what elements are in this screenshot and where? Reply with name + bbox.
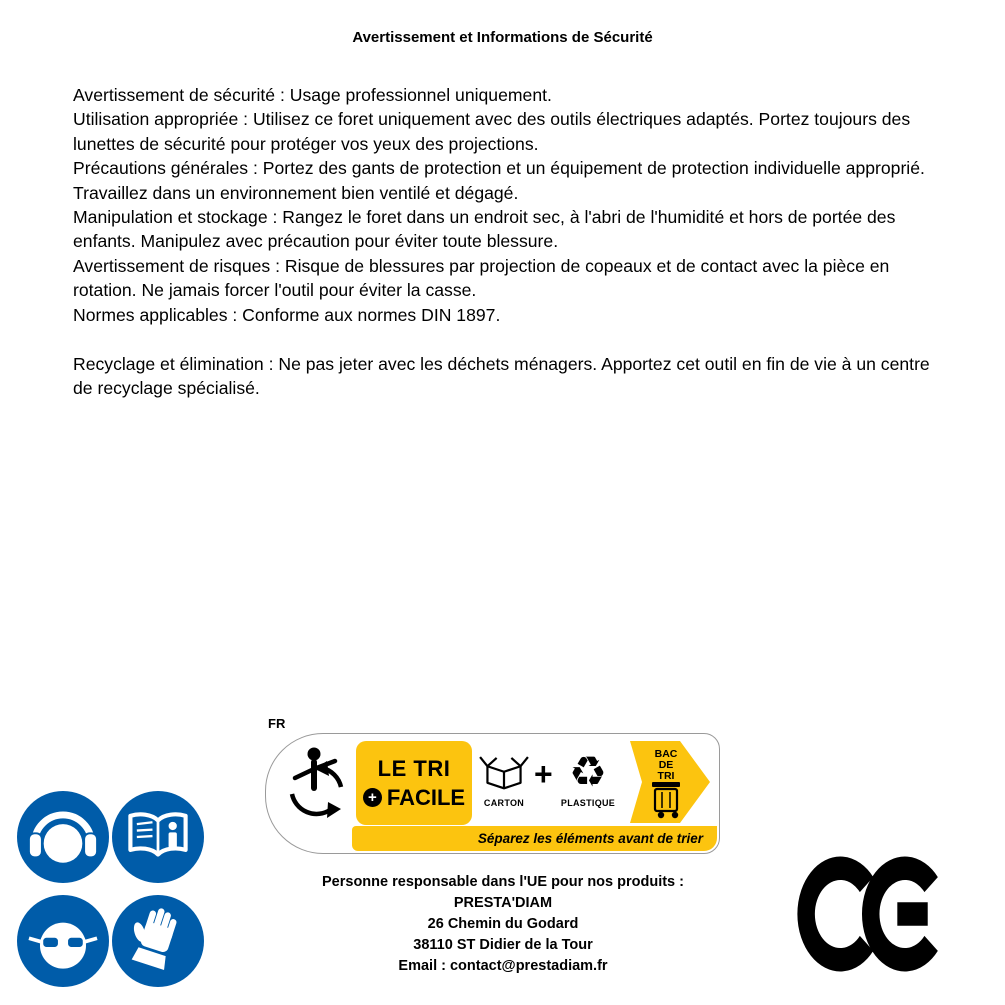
le-tri-facile-badge [356, 741, 472, 825]
safety-paragraph: Utilisation appropriée : Utilisez ce foret uniquement avec des outils électriques adaptés. Portez toujours des lunettes de sécurité pour protéger vos yeux des projections. [73, 109, 911, 154]
sort-tagline: Séparez les éléments avant de trier [352, 826, 717, 851]
responsible-person-block [253, 872, 753, 977]
address-city: 38110 ST Didier de la Tour [413, 937, 593, 953]
responsible-intro: Personne responsable dans l'UE pour nos produits : [322, 874, 684, 890]
company-name: PRESTA'DIAM [453, 895, 553, 911]
material-carton [474, 746, 534, 808]
bac-de-tri-arrow [622, 738, 714, 826]
info-tri-recycling-label [265, 733, 720, 854]
recycling-symbol-icon [558, 746, 618, 792]
safety-paragraph: Recyclage et élimination : Ne pas jeter avec les déchets ménagers. Apportez cet outil en fin de vie à un centre de recyclage spécialisé. [73, 354, 930, 399]
country-code-label: FR [268, 716, 286, 731]
contact-email: Email : contact@prestadiam.fr [398, 958, 608, 974]
carton-label: CARTON [483, 798, 525, 808]
triman-icon [280, 742, 354, 824]
safety-paragraph: Normes applicables : Conforme aux normes DIN 1897. [73, 304, 501, 325]
mandatory-pictograms [17, 791, 204, 987]
facile-text: FACILE [386, 784, 466, 810]
le-tri-text: LE TRI [377, 755, 451, 781]
read-instruction-manual-icon [112, 791, 204, 883]
address-street: 26 Chemin du Godard [427, 916, 579, 932]
safety-paragraph: Manipulation et stockage : Rangez le foret dans un endroit sec, à l'abri de l'humidité et hors de portée des enfants. Manipulez avec précaution pour éviter toute blessure. [73, 207, 896, 252]
ce-mark-logo [797, 853, 949, 975]
plus-circle-icon: + [363, 788, 382, 807]
svg-text:TRI: TRI [657, 770, 675, 782]
protective-gloves-icon [112, 895, 204, 987]
safety-text-block [73, 83, 949, 401]
svg-text:BAC: BAC [654, 748, 678, 760]
plastique-label: PLASTIQUE [560, 798, 616, 808]
safety-paragraph: Avertissement de sécurité : Usage professionnel uniquement. [73, 85, 552, 105]
safety-paragraph: Précautions générales : Portez des gants de protection et un équipement de protection individuelle approprié. Travaillez dans un environnement bien ventilé et dégagé. [73, 158, 925, 203]
svg-text:DE: DE [658, 759, 674, 771]
plus-separator: + [534, 756, 553, 792]
safety-paragraph: Avertissement de risques : Risque de blessures par projection de copeaux et de contact avec la pièce en rotation. Ne jamais forcer l'outil pour éviter la casse. [73, 255, 890, 301]
cardboard-box-icon [476, 746, 532, 792]
svg-text:♻: ♻ [569, 747, 607, 792]
page-title: Avertissement et Informations de Sécurité [352, 29, 653, 46]
ear-protection-icon [17, 791, 109, 883]
material-plastique [558, 746, 618, 808]
safety-goggles-icon [17, 895, 109, 987]
